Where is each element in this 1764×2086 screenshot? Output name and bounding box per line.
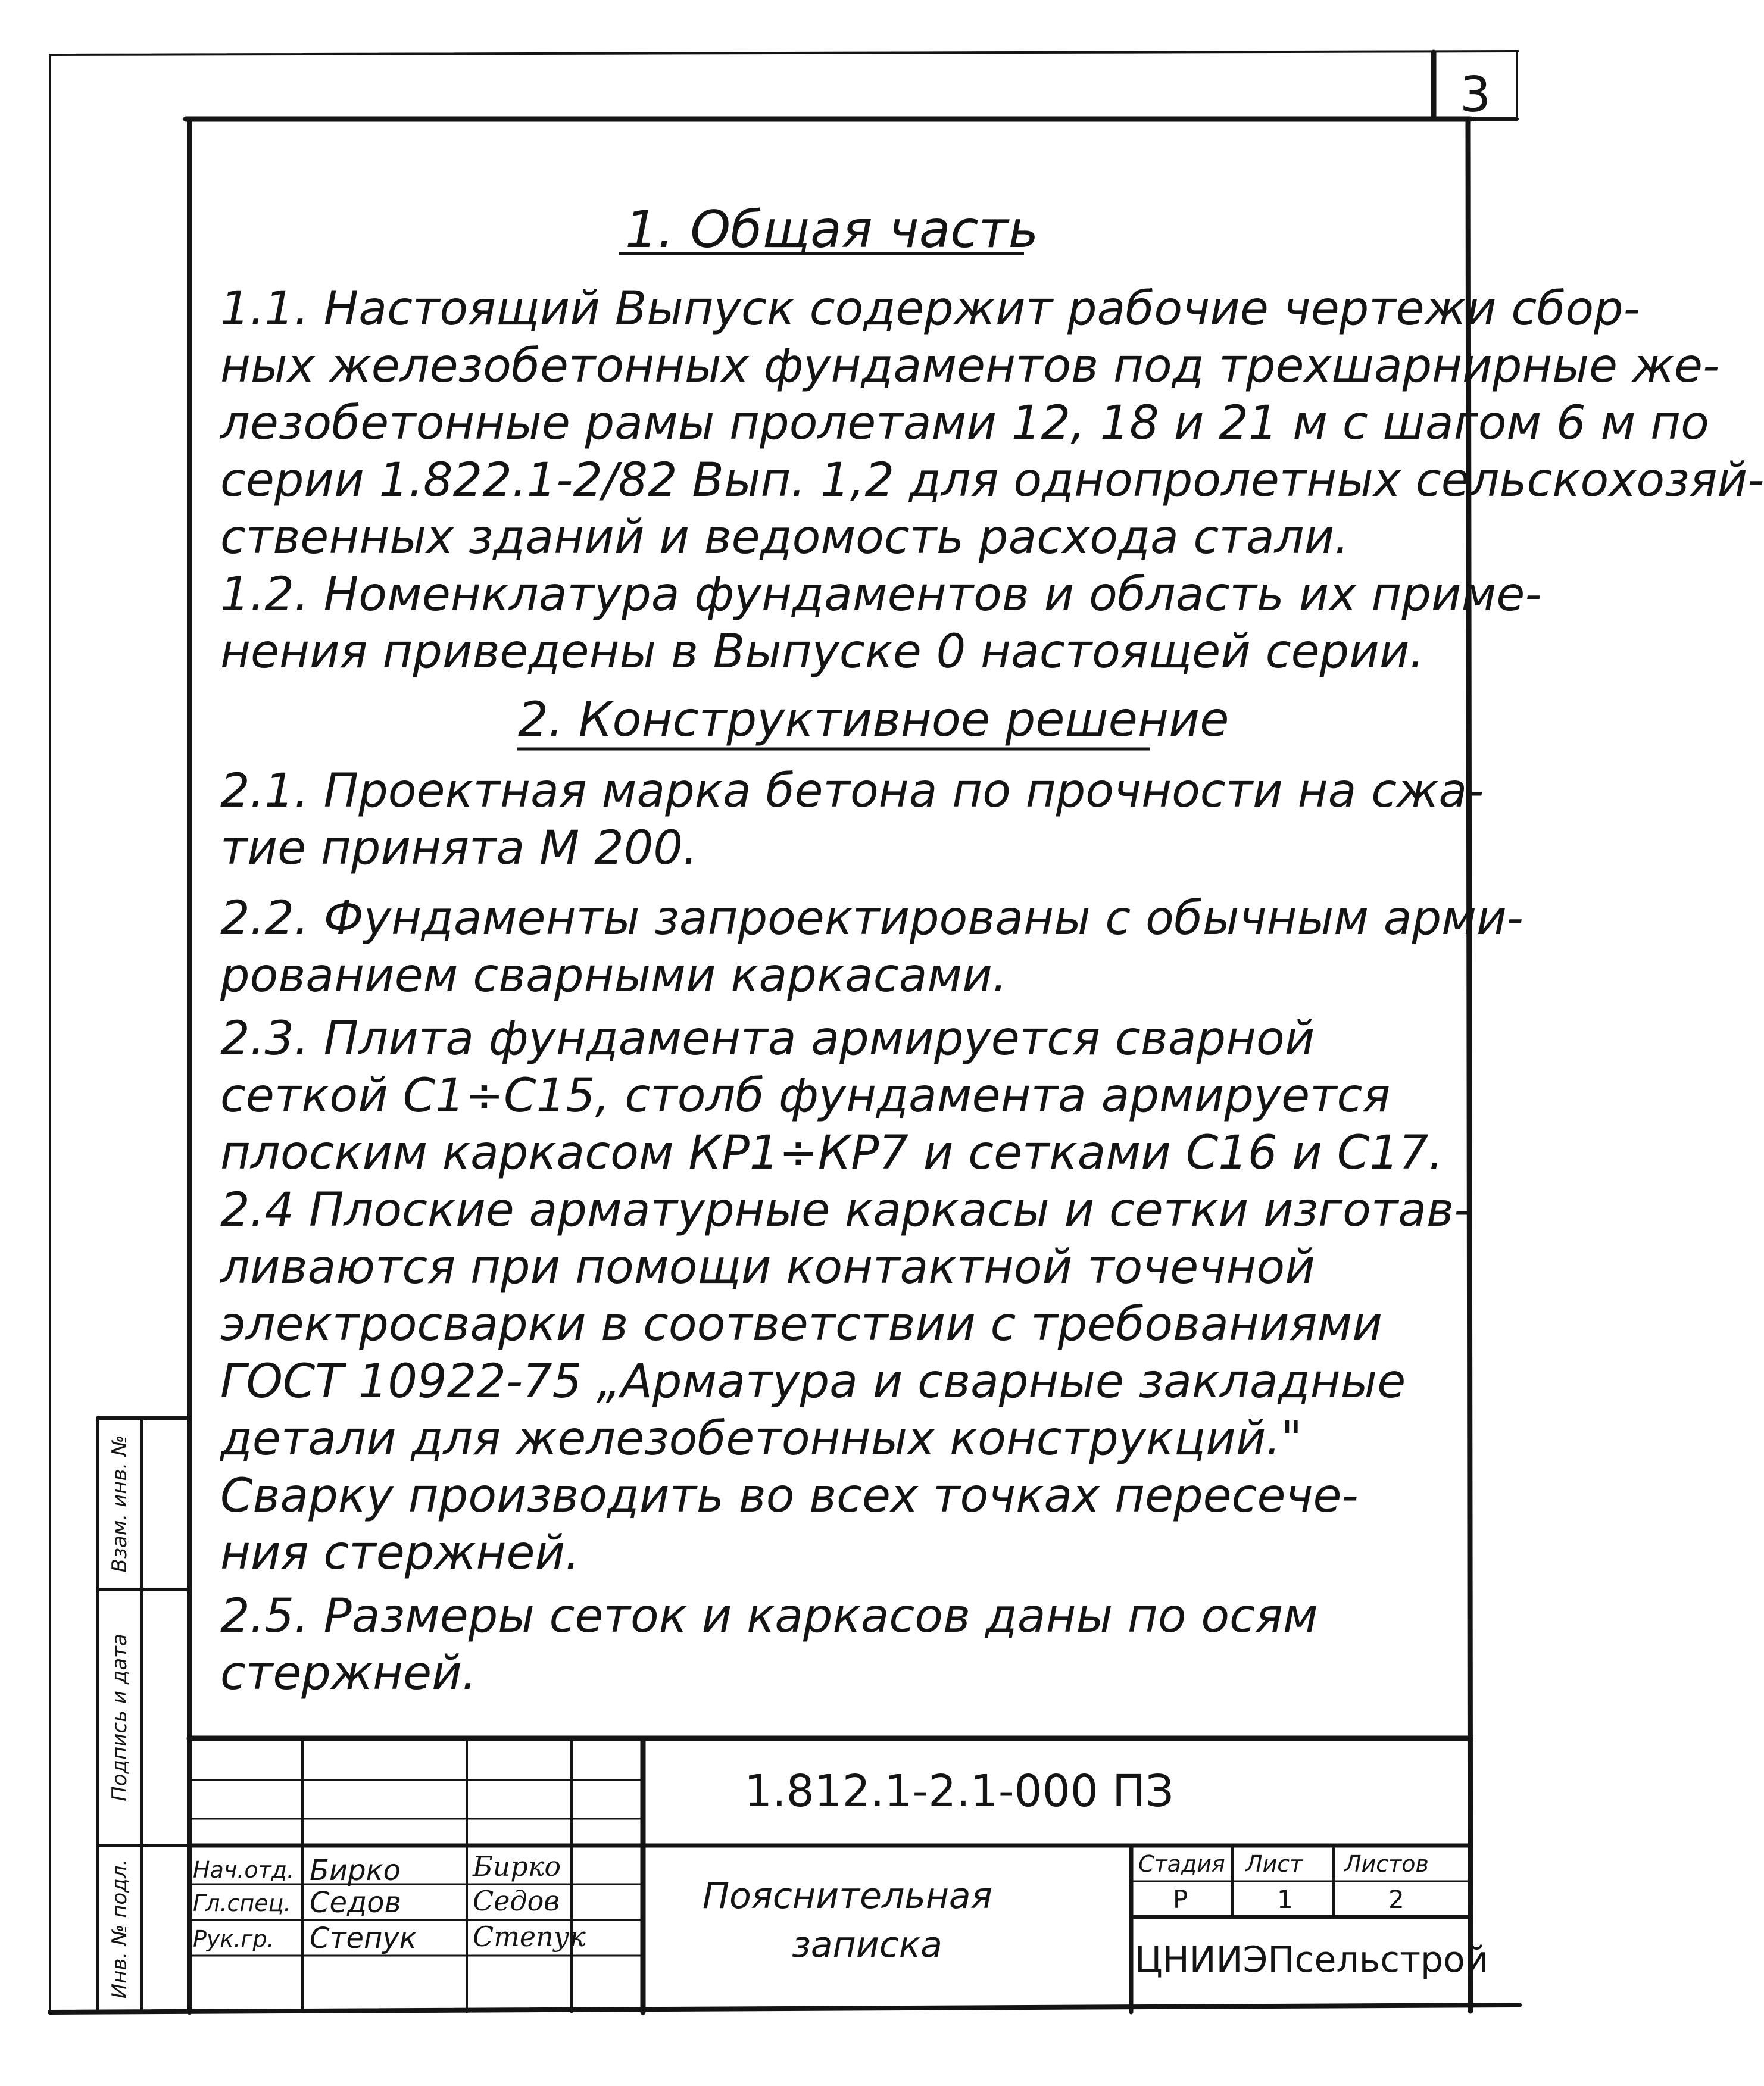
signer-role: Гл.спец. <box>193 1890 291 1916</box>
stamp-label-podpis-data: Подпись и дата <box>108 1634 132 1801</box>
sheets-header: Листов <box>1344 1851 1429 1877</box>
document-title-line2: записка <box>792 1924 942 1966</box>
sheet-header: Лист <box>1245 1851 1303 1877</box>
document-code: 1.812.1-2.1-000 ПЗ <box>744 1766 1174 1817</box>
text-line: рованием сварными каркасами. <box>220 949 1007 1003</box>
text-line: лезобетонные рамы пролетами 12, 18 и 21 м с шагом 6 м по <box>220 396 1709 450</box>
text-line: ливаются при помощи контактной точечной <box>220 1241 1315 1294</box>
stamp-label-inv-podl: Инв. № подл. <box>108 1859 132 1999</box>
text-line: плоским каркасом КР1÷КР7 и сетками С16 и С17. <box>220 1126 1444 1180</box>
stamp-label-vzam-inv: Взам. инв. № <box>108 1435 132 1573</box>
text-line: электросварки в соответствии с требованиями <box>220 1298 1382 1351</box>
text-line: 2.3. Плита фундамента армируется сварной <box>220 1012 1315 1066</box>
signer-signature: Седов <box>473 1885 560 1917</box>
text-line: серии 1.822.1-2/82 Вып. 1,2 для однопролетных сельскохозяй- <box>220 454 1764 507</box>
text-line: Сварку производить во всех точках пересече- <box>220 1469 1359 1523</box>
text-line: нения приведены в Выпуске 0 настоящей серии. <box>220 625 1425 679</box>
text-line: ных железобетонных фундаментов под трехшарнирные же- <box>220 339 1720 393</box>
text-line: ственных зданий и ведомость расхода стали. <box>220 511 1349 564</box>
section-1-body <box>220 282 1764 679</box>
stage-header: Стадия <box>1138 1851 1225 1877</box>
text-line: тие принята М 200. <box>220 822 698 875</box>
page-number: 3 <box>1460 67 1491 123</box>
text-line: детали для железобетонных конструкций." <box>220 1412 1303 1466</box>
text-line: 2.1. Проектная марка бетона по прочности на сжа- <box>220 764 1484 818</box>
text-line: 2.4 Плоские арматурные каркасы и сетки изготав- <box>220 1183 1471 1237</box>
signer-role: Рук.гр. <box>193 1926 274 1952</box>
text-line: 1.2. Номенклатура фундаментов и область их приме- <box>220 568 1542 622</box>
signer-signature: Степук <box>473 1921 586 1953</box>
section-title: 2. Конструктивное решение <box>518 692 1229 747</box>
section-2-body <box>220 764 1523 1709</box>
signer-name: Седов <box>310 1886 401 1919</box>
sheets-value: 2 <box>1388 1885 1404 1914</box>
text-line: ния стержней. <box>220 1526 580 1580</box>
text-line: 2.2. Фундаменты запроектированы с обычным арми- <box>220 892 1523 945</box>
text-line: стержней. <box>220 1647 477 1700</box>
text-line: ГОСТ 10922-75 „Арматура и сварные закладные <box>220 1355 1406 1409</box>
document-title-line1: Пояснительная <box>703 1875 992 1917</box>
signer-name: Бирко <box>310 1854 401 1887</box>
text-line: 1.1. Настоящий Выпуск содержит рабочие чертежи сбор- <box>220 282 1640 336</box>
signer-name: Степук <box>310 1922 417 1955</box>
stage-value: Р <box>1173 1885 1188 1914</box>
signer-signature: Бирко <box>473 1850 561 1882</box>
organization-name: ЦНИИЭПсельстрой <box>1135 1939 1488 1981</box>
text-line: сеткой С1÷С15, столб фундамента армируется <box>220 1069 1391 1123</box>
text-line: 2.5. Размеры сеток и каркасов даны по осям <box>220 1590 1318 1643</box>
sheet-value: 1 <box>1277 1885 1293 1914</box>
signer-role: Нач.отд. <box>193 1857 295 1883</box>
section-title: 1. Общая часть <box>625 200 1039 260</box>
